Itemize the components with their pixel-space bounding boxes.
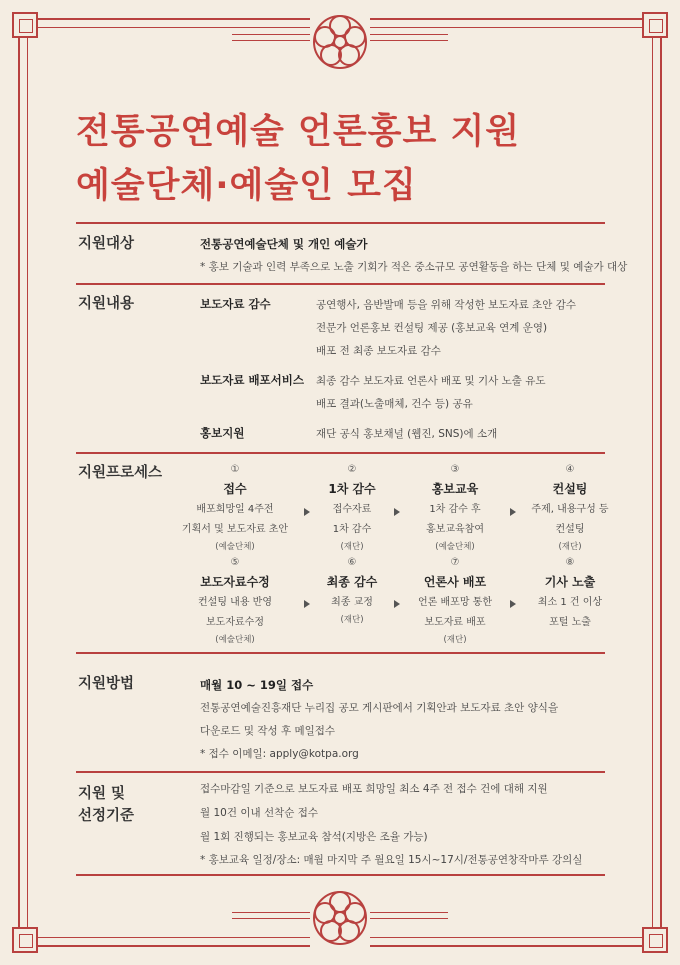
step-owner: (예술단체) [215,542,255,552]
process-step-3 [390,464,520,556]
content-item-line: 전문가 언론홍보 컨설팅 제공 (홍보교육 연계 운영) [316,322,548,334]
section-divider [76,771,605,773]
process-step-5 [170,557,300,649]
content-item-name: 보도자료 감수 [200,297,271,311]
step-line: 홍보교육참여 [426,524,484,535]
section-divider [76,874,605,876]
step-number: ③ [450,464,460,475]
process-step-4 [505,464,635,556]
section-label-target: 지원대상 [78,236,135,252]
step-name: 접수 [223,482,247,496]
step-name: 홍보교육 [431,482,479,496]
section-divider [76,452,605,454]
process-step-7 [390,557,520,649]
step-line: 주제, 내용구성 등 [531,504,609,515]
corner-ornament-icon [12,927,38,953]
step-line: 보도자료수정 [206,617,264,628]
step-number: ② [347,464,357,475]
step-number: ① [230,464,240,475]
criteria-line: 월 10건 이내 선착순 접수 [200,807,318,819]
step-line: 1차 감수 [332,524,372,535]
content-item-line: 최종 감수 보도자료 언론사 배포 및 기사 노출 유도 [316,375,546,387]
step-owner: (재단) [340,542,364,552]
corner-ornament-icon [642,927,668,953]
flower-ornament-icon [310,888,370,948]
step-number: ⑥ [347,557,357,568]
step-number: ⑧ [565,557,575,568]
step-line: 컨설팅 내용 반영 [198,597,272,608]
step-line: 배포희망일 4주전 [196,504,274,515]
content-item-name: 보도자료 배포서비스 [200,373,304,387]
process-step-1 [170,464,300,556]
criteria-note: * 홍보교육 일정/장소: 매월 마지막 주 월요일 15시~17시/전통공연창작마루 강의실 [200,854,583,866]
method-line: 전통공연예술진흥재단 누리집 공모 게시판에서 기획안과 보도자료 초안 양식을 [200,702,559,714]
method-email: * 접수 이메일: apply@kotpa.org [200,748,359,760]
corner-ornament-icon [642,12,668,38]
step-line: 최종 교정 [331,597,373,608]
section-label-content: 지원내용 [78,296,135,312]
title-line-2: 예술단체·예술인 모집 [76,166,417,206]
title-line-1: 전통공연예술 언론홍보 지원 [76,112,521,152]
section-label-criteria-1: 지원 및 [78,786,126,802]
step-name: 기사 노출 [544,575,596,589]
flower-ornament-icon [310,12,370,72]
step-name: 1차 감수 [328,482,376,496]
step-name: 보도자료수정 [200,575,270,589]
step-number: ⑦ [450,557,460,568]
content-item-line: 배포 전 최종 보도자료 감수 [316,345,441,357]
step-name: 컨설팅 [552,482,588,496]
step-owner: (예술단체) [435,542,475,552]
step-owner: (재단) [558,542,582,552]
method-line: 다운로드 및 작성 후 메일접수 [200,725,336,737]
content-item-line: 배포 결과(노출매체, 건수 등) 공유 [316,398,473,410]
step-name: 최종 감수 [326,575,378,589]
section-divider [76,283,605,285]
step-line: 보도자료 배포 [424,617,486,628]
step-line: 컨설팅 [555,524,585,535]
section-divider [76,652,605,654]
step-line: 1차 감수 후 [429,504,481,515]
target-note: * 홍보 기술과 인력 부족으로 노출 기회가 적은 중소규모 공연활동을 하는 단체 및 예술가 대상 [200,261,628,273]
section-divider [76,222,605,224]
process-step-8 [505,557,635,633]
step-owner: (재단) [443,635,467,645]
step-number: ④ [565,464,575,475]
step-number: ⑤ [230,557,240,568]
content-item-line: 공연행사, 음반발매 등을 위해 작성한 보도자료 초안 감수 [316,299,576,311]
step-line: 접수자료 [332,504,372,515]
section-label-process: 지원프로세스 [78,465,163,481]
method-period: 매월 10 ~ 19일 접수 [200,678,314,692]
criteria-line: 접수마감일 기준으로 보도자료 배포 희망일 최소 4주 전 접수 건에 대해 지원 [200,783,548,795]
section-label-method: 지원방법 [78,676,135,692]
content-item-name: 홍보지원 [200,426,245,440]
step-line: 기획서 및 보도자료 초안 [181,524,289,535]
content-item-line: 재단 공식 홍보채널 (웹진, SNS)에 소개 [316,428,498,440]
section-label-criteria-2: 선정기준 [78,808,135,824]
step-name: 언론사 배포 [423,575,487,589]
step-line: 언론 배포망 통한 [418,597,492,608]
corner-ornament-icon [12,12,38,38]
step-owner: (예술단체) [215,635,255,645]
step-line: 포털 노출 [549,617,591,628]
step-line: 최소 1 건 이상 [537,597,603,608]
criteria-line: 월 1회 진행되는 홍보교육 참석(지방은 조율 가능) [200,831,428,843]
target-main: 전통공연예술단체 및 개인 예술가 [200,237,368,251]
step-owner: (재단) [340,615,364,625]
